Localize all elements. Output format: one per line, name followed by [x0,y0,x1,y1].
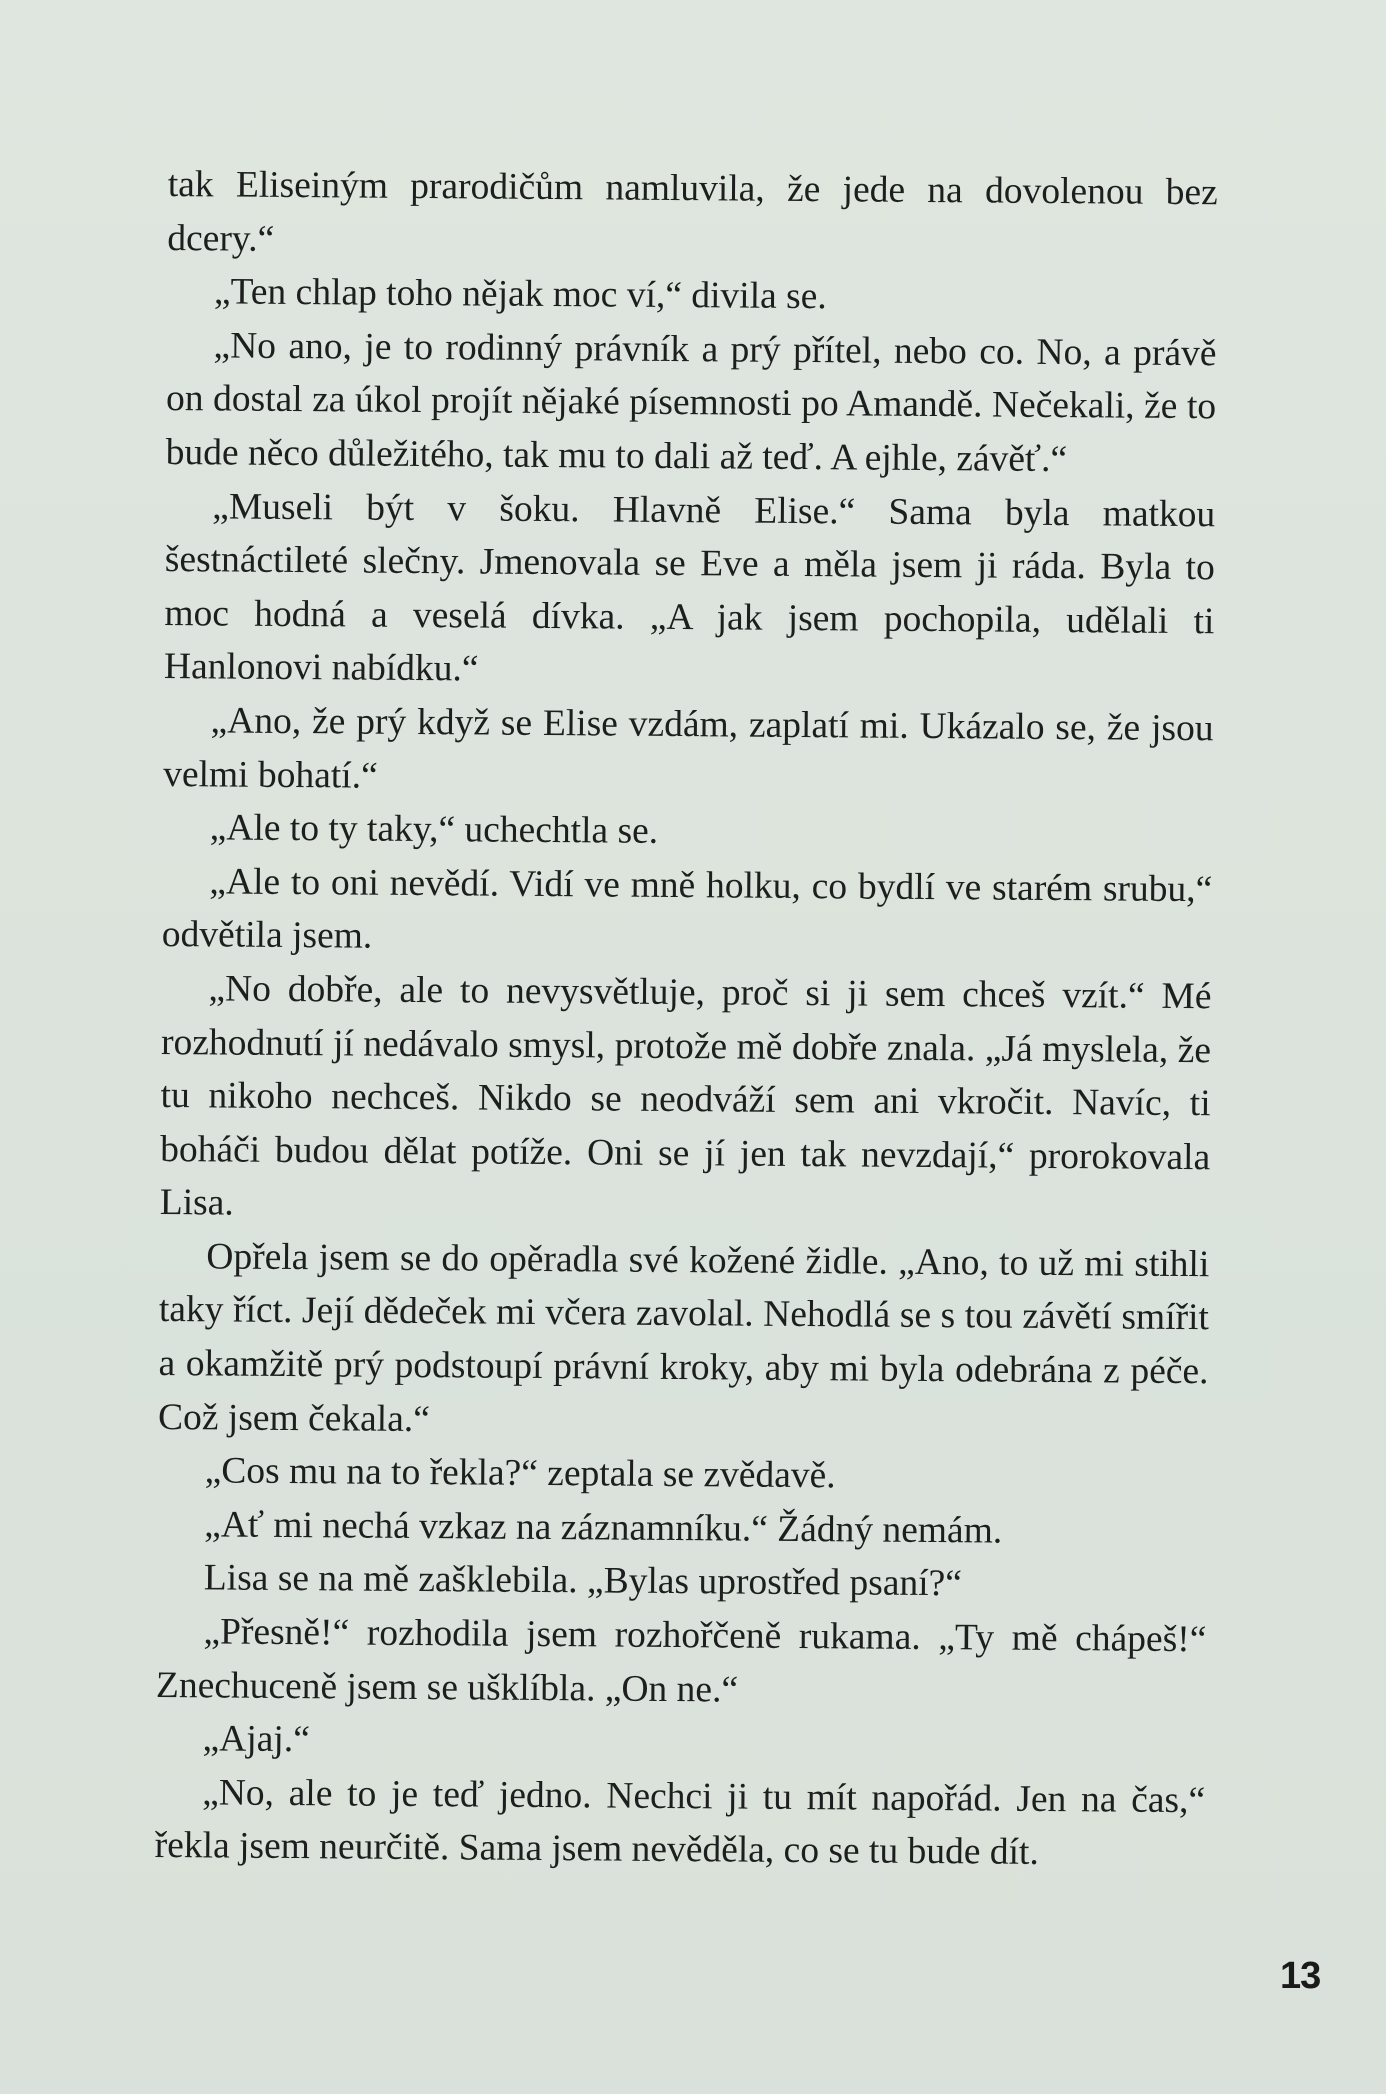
paragraph: „Ano, že prý když se Elise vzdám, zaplatí mi. Ukázalo se, že jsou velmi bohatí.“ [163,700,1214,797]
paragraph: „Ať mi nechá vzkaz na záznamníku.“ Žádný nemám. [204,1504,1003,1552]
paragraph: „No ano, je to rodinný právník a prý přítel, nebo co. No, a právě on dostal za úkol projít nějaké písemnosti po Amandě. Nečekali, že to bude něco důležitého, tak mu to dali až teď. A ejhle, závěť.“ [165,325,1217,481]
paragraph: tak Eliseiným prarodičům namluvila, že jede na dovolenou bez dcery.“ [167,163,1218,260]
page-number: 13 [1280,1955,1321,1997]
paragraph: „Museli být v šoku. Hlavně Elise.“ Sama byla matkou šestnáctileté slečny. Jmenovala se Eve a měla jsem ji ráda. Byla to moc hodná a veselá dívka. „A jak jsem pochopila, udělali ti Hanlonovi nabídku.“ [163,485,1216,690]
paragraph: „Cos mu na to řekla?“ zeptala se zvědavě. [204,1450,836,1497]
paragraph: „Ajaj.“ [202,1718,310,1761]
paragraph: „Ale to ty taky,“ uchechtla se. [209,807,659,852]
paragraph: „Ten chlap toho nějak moc ví,“ divila se. [213,271,827,318]
paragraph: Opřela jsem se do opěradla své kožené židle. „Ano, to už mi stihli taky říct. Její dědeček mi včera zavolal. Nehodlá se s tou závětí smířit a okamžitě prý podstoupí právní kroky, aby mi byla odebrána z péče. Což jsem čekala.“ [157,1236,1210,1440]
body-text [155,158,1218,1881]
paragraph: „Přesně!“ rozhodila jsem rozhořčeně rukama. „Ty mě chápeš!“ Znechuceně jsem se ušklíbla. „On ne.“ [155,1611,1207,1711]
paragraph: „Ale to oni nevědí. Vidí ve mně holku, co bydlí ve starém srubu,“ odvětila jsem. [161,861,1213,957]
paragraph: „No dobře, ale to nevysvětluje, proč si ji sem chceš vzít.“ Mé rozhodnutí jí nedávalo smysl, protože mě dobře znala. „Já myslela, že tu nikoho nechceš. Nikdo se neodváží sem ani vkročit. Navíc, ti boháči budou dělat potíže. Oni se jí jen tak nevzdají,“ prorokovala Lisa. [159,968,1212,1224]
paragraph: „No, ale to je teď jedno. Nechci ji tu mít napořád. Jen na čas,“ řekla jsem neurčitě. Sama jsem nevěděla, co se tu bude dít. [154,1772,1206,1874]
paragraph: Lisa se na mě zašklebila. „Bylas uprostřed psaní?“ [203,1557,963,1605]
